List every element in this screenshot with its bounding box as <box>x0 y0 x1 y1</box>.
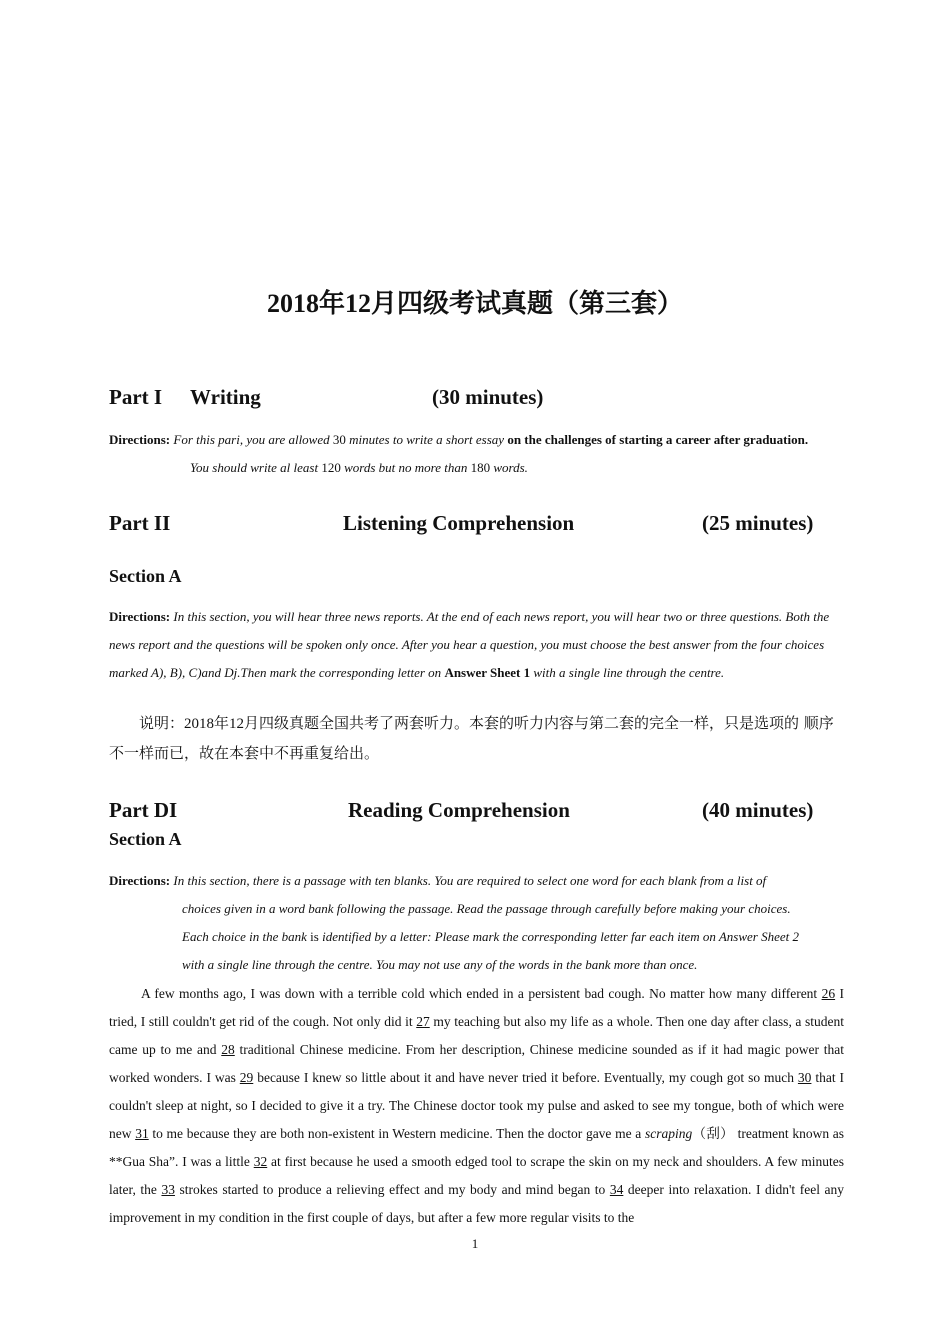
blank-34: 34 <box>609 1182 624 1197</box>
part1-dir-line2 <box>109 454 844 482</box>
part3-dir-line3-is: is <box>310 929 319 944</box>
part2-dir-answer-sheet: Answer Sheet 1 <box>444 665 531 680</box>
part3-dir-line3a: Each choice in the bank <box>182 929 307 944</box>
part1-name: Writing <box>190 385 261 409</box>
blank-31: 31 <box>135 1126 149 1141</box>
part1-time: (30 minutes) <box>432 385 544 409</box>
part1-dir-topic: on the challenges of starting a career after graduation. <box>507 432 809 447</box>
blank-32: 32 <box>253 1154 268 1169</box>
part2-label: Part II <box>109 511 171 535</box>
note-month: 12 <box>229 716 245 732</box>
note-text: 月四级真题全国共考了两套听力。本套的听力内容与第二套的完全一样，只是选项的 顺序不一样而已，故在本套中不再重复给出。 <box>109 714 834 762</box>
part3-name: Reading Comprehension <box>348 798 570 822</box>
page-title: 2018年12月四级考试真题（第三套） <box>266 289 683 318</box>
part1-dir-num2: 120 <box>321 460 341 475</box>
part2-directions <box>109 603 844 687</box>
part1-directions <box>109 426 844 482</box>
part3-dir-line3 <box>109 923 844 951</box>
note-year-char: 年 <box>214 714 230 732</box>
passage-text: deeper into relaxation. I didn't feel any improvement in my condition in the first couple of days, but after a few more regular visits to the <box>109 1182 845 1225</box>
part1-dir-text-c: You should write al least <box>190 460 319 475</box>
part3-time: (40 minutes) <box>702 798 814 822</box>
part2-name: Listening Comprehension <box>343 511 575 535</box>
part1-dir-num3: 180 <box>470 460 491 475</box>
passage-text: strokes started to produce a relieving effect and my body and mind began to <box>179 1182 606 1197</box>
part1-dir-text-a: For this pari, you are allowed <box>173 432 330 447</box>
part1-directions-label: Directions: <box>109 432 171 447</box>
passage-text: traditional Chinese medicine. From her description, Chinese medicine sounded as if it had magic power that worked wonders. I was <box>109 1042 845 1085</box>
part1-dir-text-e: words. <box>493 460 528 475</box>
blank-28: 28 <box>221 1042 235 1057</box>
blank-30: 30 <box>797 1070 812 1085</box>
passage-text: treatment known as **Gua Sha”. I was a little <box>109 1126 844 1169</box>
part1-dir-num1: 30 <box>332 432 346 447</box>
part3-directions <box>109 867 844 979</box>
note-year: 2018 <box>184 716 215 732</box>
part3-dir-line1: In this section, there is a passage with ten blanks. You are required to select one word for each blank from a list of <box>173 873 767 888</box>
part2-time: (25 minutes) <box>702 511 814 535</box>
part2-section-a: Section A <box>109 566 182 586</box>
passage-text: at first because he used a smooth edged tool to scrape the skin on my neck and shoulders. A few minutes later, the <box>109 1154 845 1197</box>
part1-label: Part I <box>109 385 163 409</box>
blank-26: 26 <box>821 986 836 1001</box>
part2-note <box>109 709 844 768</box>
page-number: 1 <box>471 1236 479 1251</box>
blank-33: 33 <box>161 1182 175 1197</box>
passage-text: A few months ago, I was down with a terrible cold which ended in a persistent bad cough. No matter how many different <box>141 986 818 1001</box>
part3-dir-line4: with a single line through the centre. You may not use any of the words in the bank more than once. <box>182 957 698 972</box>
part3-label: Part DI <box>109 798 178 822</box>
note-label: 说明： <box>139 714 185 732</box>
part3-dir-line3b: identified by a letter: Please mark the corresponding letter far each item on Answer Sheet 2 <box>322 929 800 944</box>
part1-dir-text-b: minutes to write a short essay <box>349 432 505 447</box>
part3-dir-line2: choices given in a word bank following the passage. Read the passage through carefully before making your choices. <box>182 901 791 916</box>
part3-directions-label: Directions: <box>109 873 171 888</box>
passage-text: my teaching but also my life as a whole. Then one day after class, a student came up to me and <box>109 1014 845 1057</box>
passage-text: I tried, I still couldn't get rid of the cough. Not only did it <box>109 986 844 1029</box>
part2-directions-label: Directions: <box>109 609 171 624</box>
passage-term: scraping <box>644 1126 693 1141</box>
part2-dir-text-a: In this section, you will hear three news reports. At the end of each news report, you will hear two or three questions. Both the news report and the questions will be spoken only once. After you hear a question, you must choose the best answer from the four choices marked A), B), C)and Dj.Then mark the corresponding letter on <box>109 609 830 680</box>
passage-text: to me because they are both non-existent in Western medicine. Then the doctor gave me a <box>152 1126 642 1141</box>
part1-dir-text-d: words but no more than <box>344 460 468 475</box>
blank-27: 27 <box>416 1014 430 1029</box>
passage-text: that I couldn't sleep at night, so I decided to give it a try. The Chinese doctor took my pulse and asked to see my tongue, both of which were new <box>109 1070 845 1141</box>
passage-text: because I knew so little about it and have never tried it before. Eventually, my cough got so much <box>257 1070 794 1085</box>
reading-passage <box>109 980 844 1232</box>
blank-29: 29 <box>239 1070 254 1085</box>
passage-chinese-gloss: （刮） <box>692 1126 734 1141</box>
part2-dir-text-b: with a single line through the centre. <box>533 665 725 680</box>
part3-section-a: Section A <box>109 829 182 849</box>
